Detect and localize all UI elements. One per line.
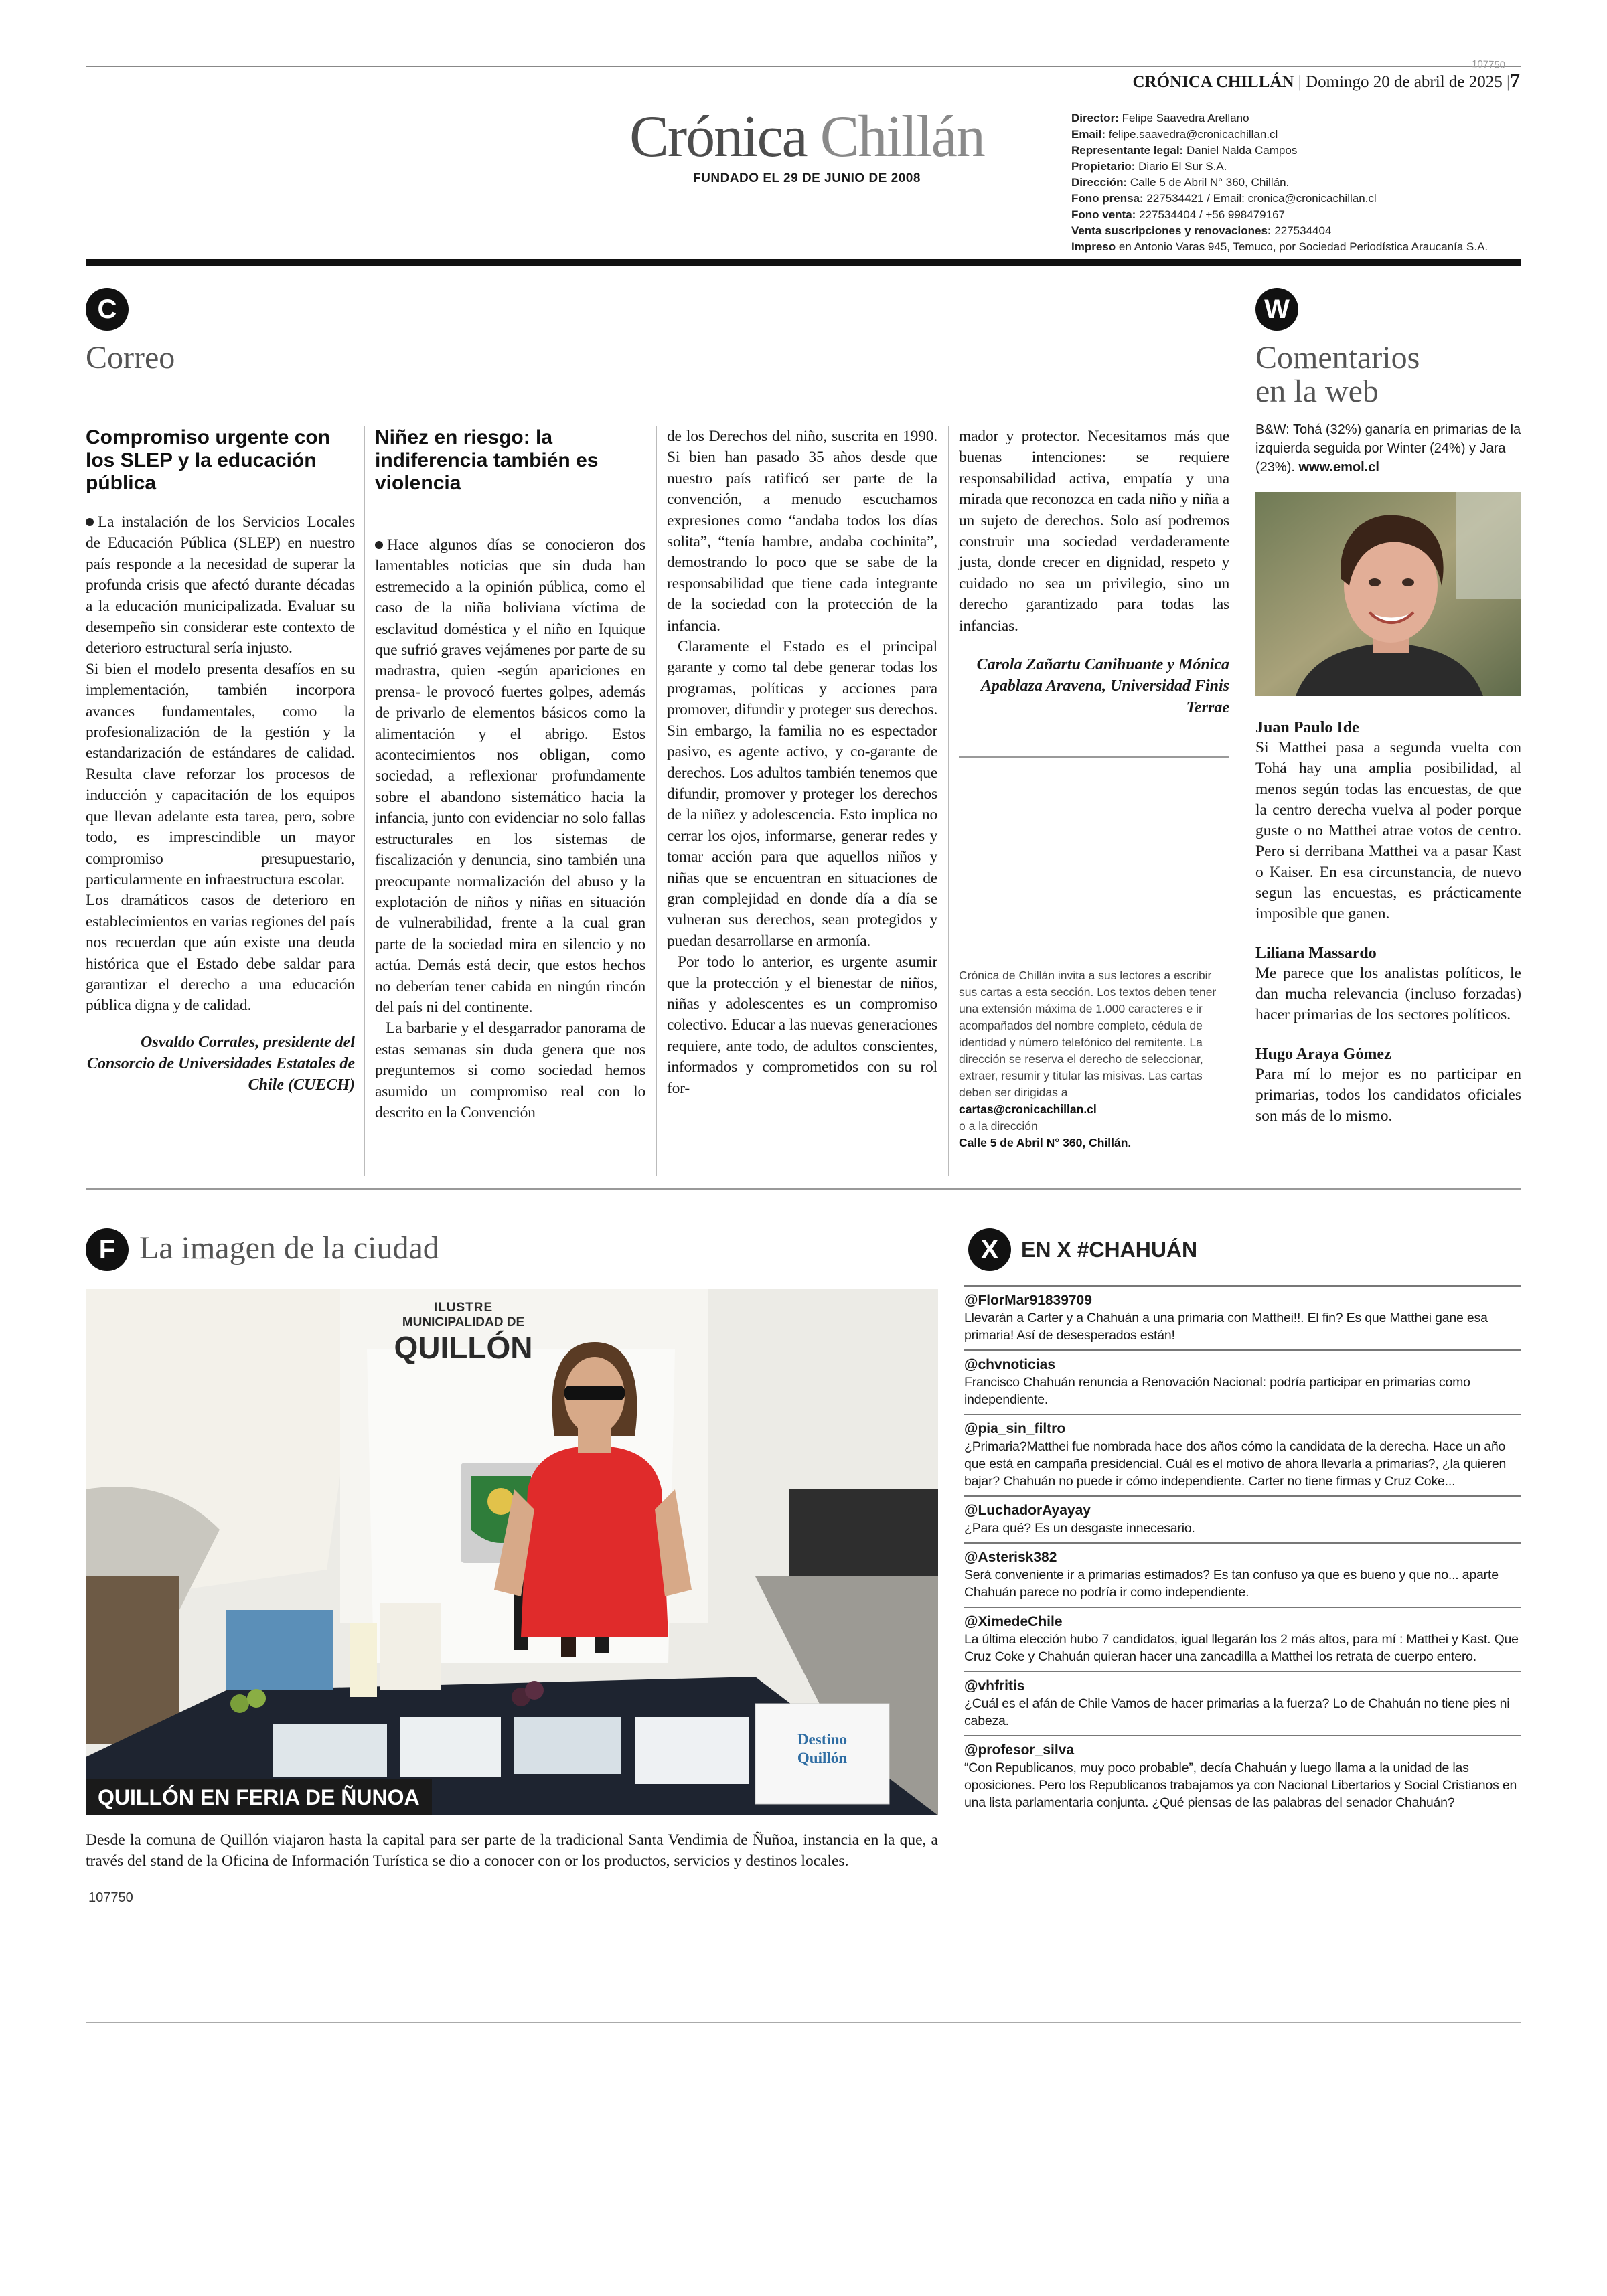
portrait-illustration: [1255, 492, 1521, 696]
letter-2-paragraph: de los Derechos del niño, suscrita en 1990. Si bien han pasado 35 años desde que nuestro país ratificó ser parte de la convención, a menudo escuchamos expresiones como “andaba todos los días solita”, “tenía hambre, andaba cochinita”, demostrando lo poco que se sabe de la responsabilidad que tiene cada integrante de la sociedad con la protección de la infancia.: [667, 428, 937, 635]
correo-badge: [86, 288, 129, 331]
tweet: [964, 1607, 1521, 1671]
masthead-label: Impreso: [1071, 240, 1116, 253]
web-comment-author: Liliana Massardo: [1255, 945, 1377, 962]
letter-1: [86, 426, 355, 1096]
masthead-label: Dirección:: [1071, 176, 1128, 189]
web-comment: [1255, 1044, 1521, 1127]
photo-caption: Desde la comuna de Quillón viajaron hasta la capital para ser parte de la tradicional Santa Vendimia de Ñuñoa, instancia en la que, a través del stand de la Oficina de Información Turística se dio a conocer con or los productos, servicios y destinos locales.: [86, 1831, 938, 1870]
tweet-handle[interactable]: @profesor_silva: [964, 1742, 1075, 1758]
masthead-line: [1071, 207, 1488, 223]
web-comment-text: Si Matthei pasa a segunda vuelta con Tohá hay una amplia posibilidad, al menos según todas las encuestas, de que la centro derecha vuelva al poder porque guste o no Matthei atrae votos de centro. Pero si derribana Matthei va a pasar Kast o Kaiser. En esa circunstancia, de nuevo segun las encuestas, es prácticamente imposible que ganen.: [1255, 739, 1521, 922]
x-badge-letter: X: [980, 1234, 999, 1264]
note-email-link[interactable]: cartas@cronicachillan.cl: [959, 1102, 1097, 1116]
tweet: [964, 1542, 1521, 1607]
correo-title: Correo: [86, 340, 175, 376]
masthead-value: 227534404: [1274, 224, 1332, 237]
masthead-value: felipe.saavedra@cronicachillan.cl: [1108, 128, 1278, 141]
imagen-title: La imagen de la ciudad: [139, 1230, 439, 1266]
folio: [1133, 71, 1521, 92]
letter-2-paragraph: La barbarie y el desgarrador panorama de estas semanas sin duda genera que nos preguntemos si como sociedad hemos asumido un compromiso real con lo descrito en la Convención: [375, 1019, 645, 1121]
tweet: [964, 1495, 1521, 1542]
destino-sign-line: Destino: [797, 1731, 848, 1748]
destino-sign-line: Quillón: [797, 1750, 848, 1767]
masthead-line: [1071, 110, 1488, 127]
web-title-line: Comentarios: [1255, 340, 1420, 376]
portrait-photo: [1255, 492, 1521, 696]
web-comment-author: Hugo Araya Gómez: [1255, 1046, 1391, 1063]
folio-separator-2: |: [1506, 73, 1510, 91]
letter-1-body: [86, 512, 355, 1017]
page-id-stamp: 107750: [1471, 58, 1506, 71]
correo-badge-letter: C: [97, 294, 117, 324]
imagen-badge: [86, 1228, 129, 1271]
masthead-line: [1071, 175, 1488, 191]
imagen-badge-letter: F: [98, 1234, 116, 1264]
masthead-line: [1071, 143, 1488, 159]
tweet-handle[interactable]: @XimedeChile: [964, 1614, 1063, 1629]
masthead-value: Calle 5 de Abril N° 360, Chillán.: [1130, 176, 1290, 189]
masthead-value: 227534404 / +56 998479167: [1139, 208, 1285, 221]
logo-cronica: Crónica: [629, 104, 807, 169]
logo-chillan: Chillán: [820, 104, 984, 169]
tweet: [964, 1349, 1521, 1414]
web-intro-text: B&W: Tohá (32%) ganaría en primarias de la izquierda seguida por Winter (24%) y Jara (23%).: [1255, 422, 1521, 475]
letter-2-paragraph-text: Hace algunos días se conocieron dos lamentables noticias que sin duda han estremecido a la opinión pública, como el caso de la niña boliviana víctima de esclavitud doméstica y el niño en Iquique que sufrió graves vejámenes por parte de su madrastra, quien -según apariciones en prensa- le provocó fuertes golpes, además de privarlo de elementos básicos como la alimentación y el abrigo. Estos acontecimientos nos obligan, como sociedad, a reflexionar profundamente sobre el abandono sistemático hacia la infancia, junto con evidenciar no solo fallas estructurales en los sistemas de fiscalización y denuncia, sino también una preocupante normalización del abuso y la explotación de niños y niñas en situación de vulnerabilidad, frente a la cual gran parte de la sociedad mira en silencio y no actúa. Demás está decir, que estos hechos no deberían tener cabida en ningún rincón del país ni del continente.: [375, 536, 645, 1016]
tweet-text: Llevarán a Carter y a Chahuán a una primaria con Matthei!!. El fin? Es que Matthei gane esa primaria! Así de desesperados están!: [964, 1311, 1488, 1343]
letters-invitation-note: [959, 967, 1229, 1151]
letter-2-paragraph: Por todo lo anterior, es urgente asumir que la protección y el bienestar de niños, niñas y adolescentes es un compromiso colectivo. Educar a las nuevas generaciones requiere, ante todo, de adultos conscientes, informados y comprometidos con su rol for-: [667, 953, 937, 1097]
masthead-label: Fono prensa:: [1071, 192, 1144, 205]
tweet: [964, 1285, 1521, 1349]
tweet-text: Francisco Chahuán renuncia a Renovación Nacional: podría participar en primarias como independiente.: [964, 1375, 1470, 1407]
tweet-handle[interactable]: @Asterisk382: [964, 1550, 1057, 1565]
masthead-label: Representante legal:: [1071, 144, 1184, 157]
note-or: o a la dirección: [959, 1119, 1038, 1133]
masthead-line: [1071, 223, 1488, 239]
letter-1-paragraph-text: La instalación de los Servicios Locales de Educación Pública (SLEP) en nuestro país responde a la necesidad de superar la profunda crisis que afectó durante décadas a la educación municipalizada. Evaluar su desempeño sin considerar este contexto de deterioro estructural sería injusto.: [86, 513, 355, 657]
web-comment-text: Me parece que los analistas políticos, le dan mucha relevancia (incluso forzadas) hacer primarias de los sectores políticos.: [1255, 965, 1521, 1023]
tweets-list: [964, 1285, 1521, 1817]
web-comment-author: Juan Paulo Ide: [1255, 719, 1359, 736]
page-bottom-rule: [86, 2022, 1521, 2023]
letter-2-headline: Niñez en riesgo: la indiferencia también es violencia: [375, 426, 599, 494]
column-divider: [364, 426, 365, 1176]
x-badge: [968, 1228, 1011, 1271]
masthead-line: [1071, 127, 1488, 143]
logo: [619, 104, 994, 186]
photo-caption-title: QUILLÓN EN FERIA DE ÑUNOA: [86, 1779, 432, 1815]
masthead-label: Fono venta:: [1071, 208, 1136, 221]
tweet-text: ¿Para qué? Es un desgaste innecesario.: [964, 1521, 1195, 1536]
letter-1-signature: Osvaldo Corrales, presidente del Consorcio de Universidades Estatales de Chile (CUECH): [87, 1033, 355, 1094]
tweet-text: ¿Cuál es el afán de Chile Vamos de hacer primarias a la fuerza? Lo de Chahuán no tiene pies ni cabeza.: [964, 1696, 1510, 1728]
folio-publication: CRÓNICA CHILLÁN: [1132, 73, 1294, 91]
banner-line: MUNICIPALIDAD DE: [402, 1315, 525, 1329]
banner-text: [370, 1301, 557, 1365]
web-badge: [1255, 288, 1298, 331]
web-title-line: en la web: [1255, 374, 1379, 409]
web-comment: [1255, 718, 1521, 924]
web-badge-letter: W: [1264, 294, 1290, 324]
section-rule: [86, 1188, 1521, 1190]
letter-1-paragraph: Los dramáticos casos de deterioro en establecimientos en varias regiones del país nos recuerdan que aún existe una deuda histórica que el Estado debe saldar para garantizar el derecho a una educación pública digna y de calidad.: [86, 892, 355, 1015]
note-top-rule: [959, 756, 1229, 758]
note-text: Crónica de Chillán invita a sus lectores a escribir sus cartas a esta sección. Los textos deben tener una extensión máxima de 1.000 caracteres e ir acompañados del nombre completo, cédula de identidad y número telefónico del remitente. La dirección se reserva el derecho de seleccionar, extraer, resumir y titular las misivas. Las cartas deben ser dirigidas a: [959, 969, 1217, 1099]
top-rule: [86, 66, 1521, 67]
web-comment-text: Para mí lo mejor es no participar en primarias, todos los candidatos oficiales son más de lo mismo.: [1255, 1066, 1521, 1125]
header-thick-rule: [86, 259, 1521, 266]
masthead-label: Venta suscripciones y renovaciones:: [1071, 224, 1272, 237]
web-comments: [1255, 718, 1521, 1145]
letter-2-end: [959, 426, 1229, 718]
masthead-label: Director:: [1071, 112, 1119, 125]
note-address: [959, 1135, 1229, 1151]
letter-1-paragraph: [86, 512, 355, 659]
tweet-handle[interactable]: @LuchadorAyayay: [964, 1503, 1091, 1518]
masthead-credits: [1071, 110, 1488, 255]
tweet-text: Será conveniente ir a primarias estimados? Es tan confuso ya que es bueno y que no... aparte Chahuán parece no podría ir como independiente.: [964, 1568, 1499, 1600]
column-divider: [948, 426, 949, 1176]
letter-1-headline: Compromiso urgente con los SLEP y la educación pública: [86, 426, 331, 494]
masthead-value: Daniel Nalda Campos: [1186, 144, 1298, 157]
banner-line: ILUSTRE: [433, 1301, 493, 1315]
tweet: [964, 1735, 1521, 1817]
column-divider: [656, 426, 657, 1176]
footer-id: 107750: [88, 1890, 133, 1905]
city-photo: [86, 1289, 938, 1815]
letter-1-paragraph: Si bien el modelo presenta desafíos en su implementación, también incorpora avances fundamentales, como la profesionalización de la gestión y la estandarización de estándares de calidad. Resulta clave reforzar los procesos de inducción y capacitación de los equipos que llevan adelante esta tarea, pero, sobre todo, es imprescindible un mayor compromiso presupuestario, particularmente en infraestructura escolar.: [86, 660, 355, 888]
masthead-label: Email:: [1071, 128, 1106, 141]
note-address-text: Calle 5 de Abril N° 360, Chillán.: [959, 1136, 1132, 1149]
founded-line: FUNDADO EL 29 DE JUNIO DE 2008: [693, 171, 921, 185]
letter-2-paragraph: [375, 535, 645, 1018]
destino-sign: [779, 1730, 866, 1768]
letter-2-paragraph: Claramente el Estado es el principal garante y como tal debe generar todas los programas, políticas y acciones para promover, difundir y proteger sus derechos. Sin embargo, la familia no es espectador pasivo, es agente activo, y co-garante de derechos. Los adultos también tenemos que difundir, promover y proteger los derechos de la niñez y adolescencia. Esto implica no cerrar los ojos, informarse, generar redes y tomar acción para que aquellos niños y niñas que se encuentran en situaciones de gran complejidad en donde día a día se vulneran sus derechos, sean protegidos y puedan desarrollarse en armonía.: [667, 638, 937, 950]
letter-2-paragraph: mador y protector. Necesitamos más que buenas intenciones: se requiere responsabilidad activa, empatía y una mirada que reconozca en cada niño y niña a un sujeto de derechos. Solo así podremos construir una sociedad verdaderamente justa, donde crecer en dignidad, respeto y cuidado no sea un privilegio, sino un derecho garantizado para todas las infancias.: [959, 428, 1229, 635]
folio-date: Domingo 20 de abril de 2025: [1306, 73, 1503, 91]
masthead-line: [1071, 191, 1488, 207]
masthead-line: [1071, 239, 1488, 255]
web-intro-link[interactable]: www.emol.cl: [1298, 460, 1379, 475]
tweet: [964, 1671, 1521, 1735]
note-email[interactable]: [959, 1101, 1229, 1118]
tweet-text: ¿Primaria?Matthei fue nombrada hace dos años cómo la candidata de la derecha. Hace un año que está en campaña presidencial. Cuál es el motivo de ahora llevarla a primarias?, ¿la quieren bajar? Chahuán no puede ir cómo independiente. Carter no tiene firmas y Cruz Coke...: [964, 1439, 1507, 1489]
masthead-line: [1071, 159, 1488, 175]
tweet: [964, 1414, 1521, 1495]
bullet-icon: [86, 518, 94, 526]
tweet-handle[interactable]: @vhfritis: [964, 1678, 1025, 1694]
web-intro: [1255, 420, 1521, 477]
web-comment: [1255, 943, 1521, 1026]
folio-separator: |: [1298, 73, 1306, 91]
tweet-handle[interactable]: @pia_sin_filtro: [964, 1421, 1066, 1437]
tweet-handle[interactable]: @chvnoticias: [964, 1357, 1056, 1372]
masthead-value: Felipe Saavedra Arellano: [1122, 112, 1249, 125]
tweet-text: “Con Republicanos, muy poco probable”, decía Chahuán y luego llama a la unidad de las oposiciones. Pero los Republicanos trabajamos ya con Nacional Libertarios y Social Cristianos en una lista parlamentaria conjunta. ¿Qué piensas de las palabras del senador Chahuán?: [964, 1760, 1517, 1810]
bullet-icon: [375, 541, 383, 549]
masthead-value: Diario El Sur S.A.: [1138, 160, 1227, 173]
letter-2: [375, 426, 645, 1123]
letter-2-continued: [667, 426, 937, 1099]
tweet-handle[interactable]: @FlorMar91839709: [964, 1293, 1092, 1308]
x-title: EN X #CHAHUÁN: [1021, 1238, 1198, 1262]
folio-page-number: 7: [1510, 70, 1520, 92]
letter-2-signature: Carola Zañartu Canihuante y Mónica Apablaza Aravena, Universidad Finis Terrae: [976, 656, 1229, 717]
tweet-text: La última elección hubo 7 candidatos, igual llegarán los 2 más altos, para mí : Matthei y Kast. Que Cruz Coke y Chahuán quieran hacer una zancadilla a Matthei los retrata de cuerpo entero.: [964, 1632, 1519, 1664]
masthead-value: en Antonio Varas 945, Temuco, por Sociedad Periodística Araucanía S.A.: [1118, 240, 1488, 253]
banner-line: QUILLÓN: [394, 1330, 533, 1365]
masthead-label: Propietario:: [1071, 160, 1136, 173]
masthead-value: 227534421 / Email: cronica@cronicachillan.cl: [1146, 192, 1377, 205]
web-title: [1255, 341, 1420, 408]
